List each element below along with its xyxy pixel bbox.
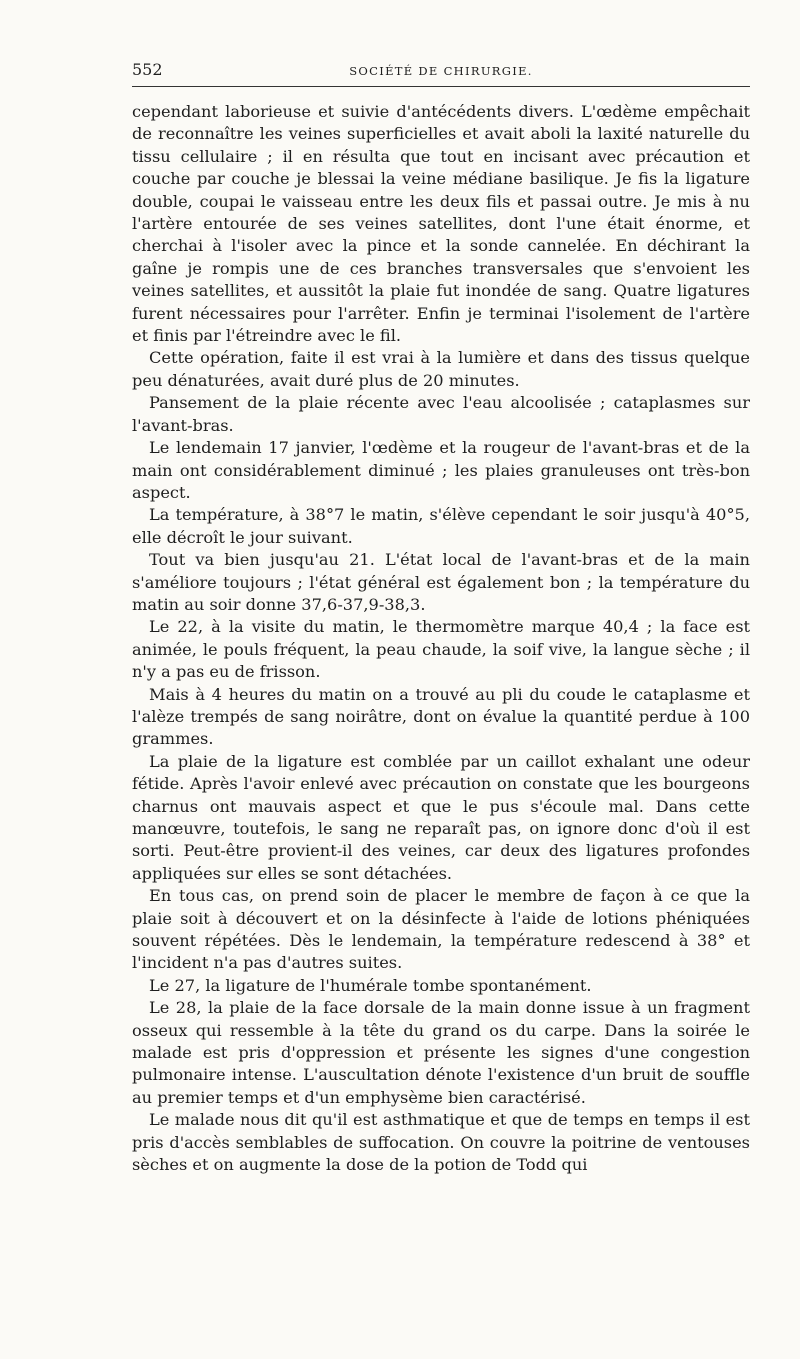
- paragraph: En tous cas, on prend soin de placer le membre de façon à ce que la plaie soit à découvert et on la désinfecte à l'aide de lotions phéniquées souvent répétées. Dès le lendemain, la température redescend à 38° et l'incident n'a pas d'autres suites.: [132, 886, 750, 973]
- page-number: 552: [132, 60, 163, 79]
- paragraph: Le 22, à la visite du matin, le thermomètre marque 40,4 ; la face est animée, le pouls fréquent, la peau chaude, la soif vive, la langue sèche ; il n'y a pas eu de frisson.: [132, 617, 750, 682]
- paragraph: Cette opération, faite il est vrai à la lumière et dans des tissus quelque peu dénaturées, avait duré plus de 20 minutes.: [132, 348, 750, 390]
- page-header: [132, 56, 750, 87]
- body-text: [132, 101, 750, 1177]
- running-head: SOCIÉTÉ DE CHIRURGIE.: [349, 64, 533, 78]
- paragraph: Le 27, la ligature de l'humérale tombe spontanément.: [149, 975, 592, 995]
- paragraph: Le lendemain 17 janvier, l'œdème et la rougeur de l'avant-bras et de la main ont considérablement diminué ; les plaies granuleuses ont très-bon aspect.: [132, 438, 750, 502]
- paragraph: Le malade nous dit qu'il est asthmatique et que de temps en temps il est pris d'accès semblables de suffocation. On couvre la poitrine de ventouses sèches et on augmente la dose de la potion de Todd qui: [132, 1110, 750, 1175]
- paragraph: Pansement de la plaie récente avec l'eau alcoolisée ; cataplasmes sur l'avant-bras.: [132, 393, 750, 435]
- book-page: [132, 56, 750, 1177]
- paragraph: La plaie de la ligature est comblée par un caillot exhalant une odeur fétide. Après l'avoir enlevé avec précaution on constate que les bourgeons charnus ont mauvais aspect et que le pus s'écoule mal. Dans cette manœuvre, toutefois, le sang ne reparaît pas, on ignore donc d'où il est sorti. Peut-être provient-il des veines, car deux des ligatures profondes appliquées sur elles se sont détachées.: [132, 751, 750, 883]
- paragraph: Mais à 4 heures du matin on a trouvé au pli du coude le cataplasme et l'alèze trempés de sang noirâtre, dont on évalue la quantité perdue à 100 grammes.: [132, 684, 750, 749]
- paragraph: cependant laborieuse et suivie d'antécédents divers. L'œdème empêchait de reconnaître les veines superficielles et avait aboli la laxité naturelle du tissu cellulaire ; il en résulta que tout en incisant avec précaution et couche par couche je blessai la veine médiane basilique. Je fis la ligature double, coupai le vaisseau entre les deux fils et passai outre. Je mis à nu l'artère entourée de ses veines satellites, dont l'une était énorme, et cherchai à l'isoler avec la pince et la sonde cannelée. En déchirant la gaîne je rompis une de ces branches transversales que s'envoient les veines satellites, et aussitôt la plaie fut inondée de sang. Quatre ligatures furent nécessaires pour l'arrêter. Enfin je terminai l'isolement de l'artère et finis par l'étreindre avec le fil.: [132, 102, 750, 346]
- paragraph: La température, à 38°7 le matin, s'élève cependant le soir jusqu'à 40°5, elle décroît le jour suivant.: [132, 505, 750, 547]
- paragraph: Le 28, la plaie de la face dorsale de la main donne issue à un fragment osseux qui ressemble à la tête du grand os du carpe. Dans la soirée le malade est pris d'oppression et présente les signes d'une congestion pulmonaire intense. L'auscultation dénote l'existence d'un bruit de souffle au premier temps et d'un emphysème bien caractérisé.: [132, 998, 750, 1107]
- paragraph: Tout va bien jusqu'au 21. L'état local de l'avant-bras et de la main s'améliore toujours ; l'état général est également bon ; la température du matin au soir donne 37,6-37,9-38,3.: [132, 550, 750, 614]
